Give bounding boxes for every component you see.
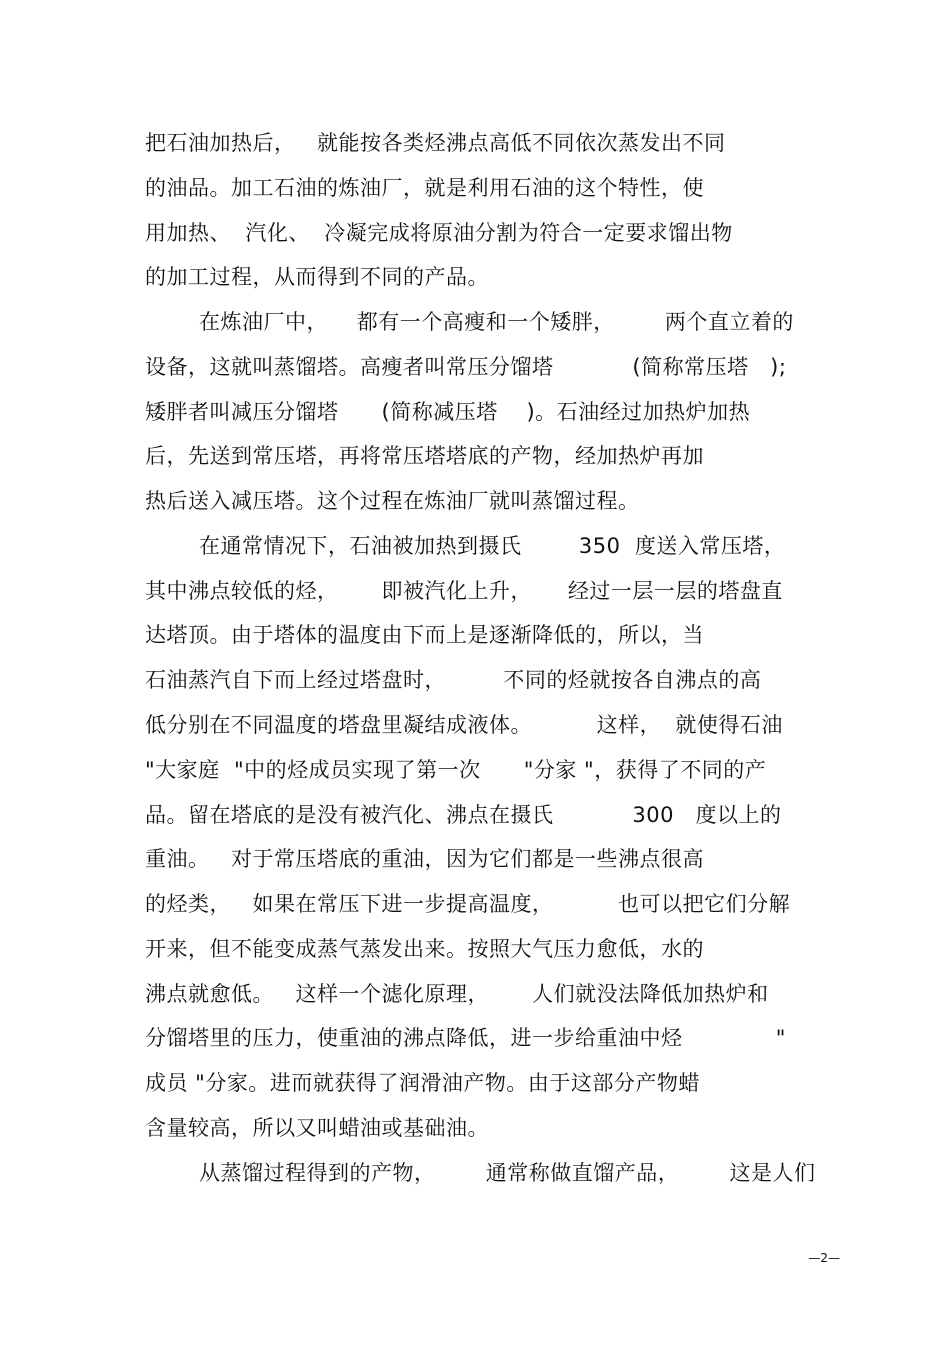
- text-line: 从蒸馏过程得到的产物， 通常称做直馏产品， 这是人们: [199, 1161, 816, 1185]
- text-line: 的油品。加工石油的炼油厂，就是利用石油的这个特性，使: [145, 176, 704, 200]
- text-line: 把石油加热后， 就能按各类烃沸点高低不同依次蒸发出不同: [145, 131, 726, 155]
- text-line: 在炼油厂中， 都有一个高瘦和一个矮胖， 两个直立着的: [199, 310, 794, 334]
- page-number: —2—: [808, 1251, 840, 1265]
- text-line: "大家庭 "中的烃成员实现了第一次 "分家 "，获得了不同的产: [145, 758, 767, 782]
- text-line: 含量较高，所以又叫蜡油或基础油。: [145, 1116, 489, 1140]
- text-line: 用加热、 汽化、 冷凝完成将原油分割为符合一定要求馏出物: [145, 221, 733, 245]
- text-line: 热后送入减压塔。这个过程在炼油厂就叫蒸馏过程。: [145, 489, 640, 513]
- text-line: 重油。 对于常压塔底的重油，因为它们都是一些沸点很高: [145, 847, 705, 871]
- text-line: 设备，这就叫蒸馏塔。高瘦者叫常压分馏塔 (简称常压塔 );: [145, 355, 787, 379]
- text-line: 其中沸点较低的烃， 即被汽化上升， 经过一层一层的塔盘直: [145, 579, 783, 603]
- text-line: 的烃类， 如果在常压下进一步提高温度， 也可以把它们分解: [145, 892, 791, 916]
- text-line: 后，先送到常压塔，再将常压塔塔底的产物，经加热炉再加: [145, 444, 704, 468]
- text-line: 矮胖者叫减压分馏塔 (简称减压塔 )。石油经过加热炉加热: [145, 400, 751, 424]
- text-line: 分馏塔里的压力，使重油的沸点降低，进一步给重油中烃 ": [145, 1026, 786, 1050]
- text-line: 石油蒸汽自下而上经过塔盘时， 不同的烃就按各自沸点的高: [145, 668, 762, 692]
- text-line: 低分别在不同温度的塔盘里凝结成液体。 这样， 就使得石油: [145, 713, 783, 737]
- text-line: 沸点就愈低。 这样一个滤化原理， 人们就没法降低加热炉和: [145, 982, 769, 1006]
- text-line: 的加工过程，从而得到不同的产品。: [145, 265, 489, 289]
- text-line: 品。留在塔底的是没有被汽化、沸点在摄氏 300 度以上的: [145, 803, 782, 827]
- text-line: 在通常情况下，石油被加热到摄氏 350 度送入常压塔，: [199, 534, 786, 558]
- text-line: 开来，但不能变成蒸气蒸发出来。按照大气压力愈低，水的: [145, 937, 704, 961]
- text-line: 达塔顶。由于塔体的温度由下而上是逐渐降低的，所以，当: [145, 623, 704, 647]
- text-line: 成员 "分家。进而就获得了润滑油产物。由于这部分产物蜡: [145, 1071, 700, 1095]
